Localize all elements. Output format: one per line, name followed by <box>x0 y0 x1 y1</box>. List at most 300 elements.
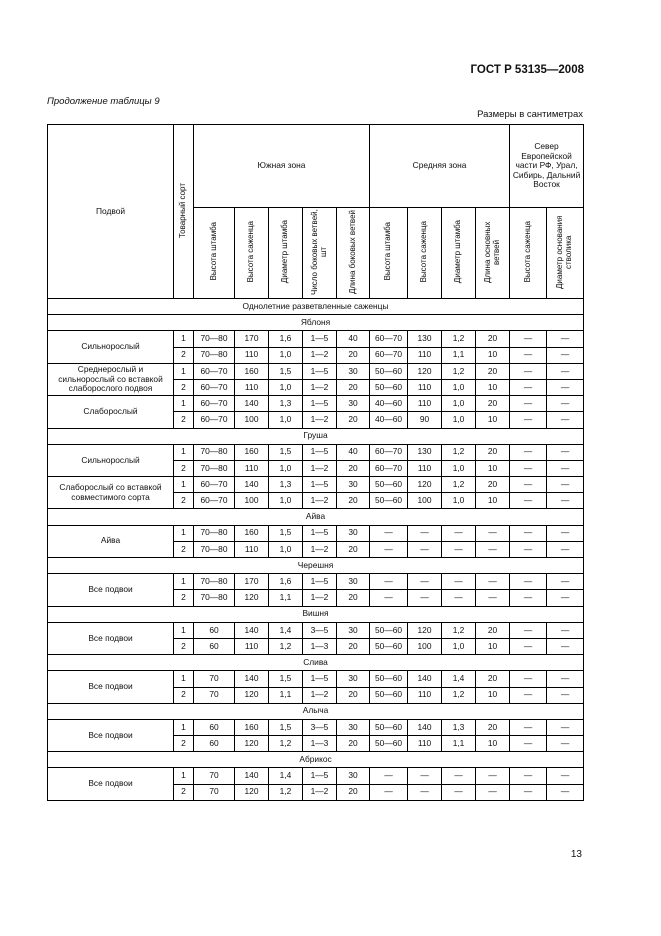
value-cell: — <box>408 574 442 590</box>
value-cell: 1,0 <box>269 460 303 476</box>
value-cell: — <box>547 768 584 784</box>
grade-cell: 2 <box>174 460 194 476</box>
value-cell: 20 <box>337 347 370 363</box>
value-cell: 60—70 <box>370 460 408 476</box>
value-cell: 20 <box>476 396 510 412</box>
crop-title: Черешня <box>48 558 584 574</box>
value-cell: — <box>510 671 547 687</box>
table-body <box>48 299 584 801</box>
value-cell: — <box>510 347 547 363</box>
value-cell: 70 <box>194 671 235 687</box>
value-cell: 1,0 <box>269 493 303 509</box>
value-cell: — <box>510 687 547 703</box>
value-cell: — <box>510 736 547 752</box>
value-cell: 1—3 <box>303 638 337 654</box>
header-south-col-label: Длина боковых ветвей <box>347 209 357 294</box>
value-cell: — <box>370 525 408 541</box>
value-cell: — <box>408 784 442 800</box>
value-cell: — <box>442 574 476 590</box>
grade-cell: 1 <box>174 396 194 412</box>
value-cell: 1,0 <box>269 412 303 428</box>
header-north-col-label: Высота саженца <box>522 220 532 283</box>
value-cell: — <box>510 493 547 509</box>
units-note: Размеры в сантиметрах <box>477 109 583 120</box>
value-cell: 60—70 <box>370 347 408 363</box>
crop-title: Яблоня <box>48 315 584 331</box>
grade-cell: 1 <box>174 719 194 735</box>
table-row <box>48 331 584 347</box>
value-cell: 20 <box>337 412 370 428</box>
crop-title: Айва <box>48 509 584 525</box>
value-cell: — <box>408 541 442 557</box>
value-cell: — <box>547 347 584 363</box>
header-south-col <box>194 208 235 299</box>
value-cell: 1—3 <box>303 736 337 752</box>
value-cell: 1,2 <box>442 622 476 638</box>
value-cell: 1,0 <box>442 460 476 476</box>
value-cell: — <box>547 671 584 687</box>
value-cell: — <box>510 525 547 541</box>
value-cell: — <box>547 379 584 395</box>
value-cell: — <box>510 379 547 395</box>
value-cell: 110 <box>235 541 269 557</box>
value-cell: 30 <box>337 477 370 493</box>
value-cell: 60—70 <box>194 363 235 379</box>
value-cell: 50—60 <box>370 493 408 509</box>
grade-cell: 2 <box>174 347 194 363</box>
value-cell: — <box>476 590 510 606</box>
value-cell: 110 <box>235 638 269 654</box>
value-cell: 10 <box>476 638 510 654</box>
value-cell: — <box>547 460 584 476</box>
value-cell: 30 <box>337 768 370 784</box>
value-cell: — <box>547 574 584 590</box>
header-zone-north: Север Европейской части РФ, Урал, Сибирь, Дальний Восток <box>510 125 584 208</box>
value-cell: 1—2 <box>303 541 337 557</box>
value-cell: 1—2 <box>303 412 337 428</box>
value-cell: 1,2 <box>442 363 476 379</box>
value-cell: 30 <box>337 396 370 412</box>
value-cell: 60—70 <box>194 493 235 509</box>
value-cell: 1,3 <box>269 477 303 493</box>
header-middle-col <box>370 208 408 299</box>
value-cell: 1,6 <box>269 331 303 347</box>
value-cell: 20 <box>337 687 370 703</box>
value-cell: 1,0 <box>269 379 303 395</box>
value-cell: — <box>476 768 510 784</box>
header-middle-col-label: Высота штамба <box>383 222 393 281</box>
value-cell: 1—5 <box>303 525 337 541</box>
value-cell: 1,2 <box>269 736 303 752</box>
header-rootstock: Подвой <box>48 125 174 299</box>
table-row <box>48 719 584 735</box>
value-cell: 120 <box>235 590 269 606</box>
value-cell: 60—70 <box>194 396 235 412</box>
value-cell: — <box>547 590 584 606</box>
seedlings-table <box>47 124 584 801</box>
rootstock-cell: Сильнорослый <box>48 444 174 476</box>
value-cell: 1,0 <box>442 412 476 428</box>
value-cell: 1,3 <box>269 396 303 412</box>
value-cell: 1—5 <box>303 477 337 493</box>
value-cell: — <box>408 590 442 606</box>
header-south-col-label: Высота штамба <box>208 222 218 281</box>
value-cell: 1,3 <box>442 719 476 735</box>
value-cell: 130 <box>408 331 442 347</box>
value-cell: 70—80 <box>194 444 235 460</box>
value-cell: 1,2 <box>269 638 303 654</box>
crop-title: Слива <box>48 655 584 671</box>
value-cell: 1,0 <box>442 396 476 412</box>
header-south-col-label: Высота саженца <box>246 220 256 283</box>
table-row <box>48 622 584 638</box>
value-cell: 10 <box>476 687 510 703</box>
value-cell: 70 <box>194 784 235 800</box>
value-cell: — <box>510 331 547 347</box>
header-grade <box>174 125 194 299</box>
crop-title: Вишня <box>48 606 584 622</box>
grade-cell: 1 <box>174 574 194 590</box>
value-cell: 1,0 <box>442 638 476 654</box>
grade-cell: 1 <box>174 331 194 347</box>
value-cell: 110 <box>408 379 442 395</box>
value-cell: 100 <box>408 638 442 654</box>
value-cell: 100 <box>235 412 269 428</box>
value-cell: 160 <box>235 525 269 541</box>
value-cell: 50—60 <box>370 671 408 687</box>
value-cell: — <box>442 590 476 606</box>
value-cell: 20 <box>337 638 370 654</box>
header-south-col-label: Число боковых ветвей, шт <box>309 208 328 295</box>
value-cell: — <box>547 331 584 347</box>
value-cell: 1,0 <box>269 347 303 363</box>
header-south-col <box>235 208 269 299</box>
grade-cell: 1 <box>174 768 194 784</box>
table-row <box>48 671 584 687</box>
header-middle-col-label: Высота саженца <box>419 220 429 283</box>
value-cell: 110 <box>235 347 269 363</box>
value-cell: — <box>408 525 442 541</box>
value-cell: 1,5 <box>269 363 303 379</box>
value-cell: 70—80 <box>194 541 235 557</box>
value-cell: — <box>547 687 584 703</box>
value-cell: 70—80 <box>194 590 235 606</box>
header-north-col-label: Диаметр основания стволика <box>555 214 574 289</box>
value-cell: — <box>442 784 476 800</box>
value-cell: — <box>510 784 547 800</box>
value-cell: — <box>510 768 547 784</box>
value-cell: 20 <box>337 590 370 606</box>
value-cell: 1—5 <box>303 671 337 687</box>
header-middle-col <box>476 208 510 299</box>
value-cell: 50—60 <box>370 736 408 752</box>
value-cell: 100 <box>408 493 442 509</box>
grade-cell: 2 <box>174 590 194 606</box>
value-cell: — <box>442 525 476 541</box>
header-middle-col-label: Диаметр штамба <box>453 220 463 284</box>
value-cell: 1,2 <box>442 477 476 493</box>
value-cell: 1,1 <box>269 590 303 606</box>
value-cell: 50—60 <box>370 477 408 493</box>
value-cell: — <box>510 574 547 590</box>
value-cell: 10 <box>476 379 510 395</box>
value-cell: 1,4 <box>442 671 476 687</box>
rootstock-cell: Слаборослый со вставкой совместимого сорта <box>48 477 174 509</box>
crop-title: Абрикос <box>48 752 584 768</box>
value-cell: 70 <box>194 687 235 703</box>
value-cell: 1,1 <box>442 347 476 363</box>
value-cell: — <box>370 784 408 800</box>
value-cell: 110 <box>235 460 269 476</box>
table-row <box>48 477 584 493</box>
value-cell: 140 <box>235 477 269 493</box>
header-south-col <box>337 208 370 299</box>
value-cell: 140 <box>235 396 269 412</box>
value-cell: 160 <box>235 444 269 460</box>
value-cell: 10 <box>476 347 510 363</box>
value-cell: 140 <box>408 671 442 687</box>
value-cell: 50—60 <box>370 379 408 395</box>
value-cell: — <box>547 719 584 735</box>
value-cell: 50—60 <box>370 622 408 638</box>
value-cell: 20 <box>476 444 510 460</box>
value-cell: 60—70 <box>370 444 408 460</box>
value-cell: 20 <box>337 541 370 557</box>
value-cell: 60—70 <box>370 331 408 347</box>
grade-cell: 1 <box>174 622 194 638</box>
value-cell: 1—5 <box>303 574 337 590</box>
table-row <box>48 396 584 412</box>
standard-code: ГОСТ Р 53135—2008 <box>470 64 584 76</box>
crop-title: Алыча <box>48 703 584 719</box>
header-middle-col <box>408 208 442 299</box>
value-cell: 110 <box>408 396 442 412</box>
value-cell: 1,5 <box>269 444 303 460</box>
value-cell: — <box>510 444 547 460</box>
value-cell: 110 <box>408 736 442 752</box>
grade-cell: 2 <box>174 687 194 703</box>
value-cell: 120 <box>235 784 269 800</box>
value-cell: — <box>476 784 510 800</box>
value-cell: 90 <box>408 412 442 428</box>
value-cell: 160 <box>235 363 269 379</box>
grade-cell: 1 <box>174 477 194 493</box>
value-cell: 50—60 <box>370 363 408 379</box>
value-cell: — <box>510 638 547 654</box>
value-cell: — <box>547 363 584 379</box>
header-grade-label: Товарный сорт <box>178 182 188 238</box>
value-cell: 1,4 <box>269 768 303 784</box>
value-cell: 1—5 <box>303 768 337 784</box>
value-cell: 70—80 <box>194 331 235 347</box>
value-cell: 1—5 <box>303 444 337 460</box>
value-cell: 30 <box>337 525 370 541</box>
crop-title: Груша <box>48 428 584 444</box>
value-cell: 1—5 <box>303 396 337 412</box>
table-row <box>48 363 584 379</box>
value-cell: 30 <box>337 574 370 590</box>
value-cell: 120 <box>235 687 269 703</box>
value-cell: — <box>547 784 584 800</box>
value-cell: 1—2 <box>303 347 337 363</box>
section-title: Однолетние разветвленные саженцы <box>48 299 584 315</box>
value-cell: 40—60 <box>370 412 408 428</box>
value-cell: 1,2 <box>269 784 303 800</box>
value-cell: 1,0 <box>269 541 303 557</box>
value-cell: 20 <box>476 671 510 687</box>
value-cell: 3—5 <box>303 622 337 638</box>
value-cell: 20 <box>476 622 510 638</box>
value-cell: 20 <box>337 736 370 752</box>
table-continuation-label: Продолжение таблицы 9 <box>47 96 160 107</box>
value-cell: 1—2 <box>303 379 337 395</box>
value-cell: — <box>510 590 547 606</box>
value-cell: 60 <box>194 638 235 654</box>
value-cell: 160 <box>235 719 269 735</box>
value-cell: 1—2 <box>303 687 337 703</box>
value-cell: 170 <box>235 574 269 590</box>
rootstock-cell: Все подвои <box>48 671 174 703</box>
value-cell: 1,0 <box>442 379 476 395</box>
value-cell: — <box>476 541 510 557</box>
value-cell: — <box>510 541 547 557</box>
value-cell: 10 <box>476 736 510 752</box>
table-row <box>48 444 584 460</box>
value-cell: 60—70 <box>194 379 235 395</box>
value-cell: — <box>370 541 408 557</box>
value-cell: 70—80 <box>194 347 235 363</box>
value-cell: — <box>547 525 584 541</box>
value-cell: 30 <box>337 363 370 379</box>
grade-cell: 2 <box>174 784 194 800</box>
value-cell: 70—80 <box>194 574 235 590</box>
value-cell: 140 <box>235 671 269 687</box>
value-cell: 20 <box>337 460 370 476</box>
value-cell: 120 <box>408 622 442 638</box>
value-cell: 60 <box>194 622 235 638</box>
value-cell: 1,0 <box>442 493 476 509</box>
value-cell: 60 <box>194 736 235 752</box>
value-cell: 1—2 <box>303 590 337 606</box>
value-cell: — <box>547 493 584 509</box>
value-cell: 40 <box>337 331 370 347</box>
header-north-col <box>547 208 584 299</box>
value-cell: 70—80 <box>194 460 235 476</box>
value-cell: 1—5 <box>303 331 337 347</box>
rootstock-cell: Слаборослый <box>48 396 174 428</box>
rootstock-cell: Все подвои <box>48 622 174 654</box>
grade-cell: 2 <box>174 412 194 428</box>
value-cell: — <box>476 574 510 590</box>
value-cell: 20 <box>476 719 510 735</box>
value-cell: 110 <box>408 687 442 703</box>
rootstock-cell: Айва <box>48 525 174 557</box>
header-middle-col <box>442 208 476 299</box>
value-cell: 100 <box>235 493 269 509</box>
value-cell: 40—60 <box>370 396 408 412</box>
value-cell: 1,2 <box>442 331 476 347</box>
value-cell: — <box>547 622 584 638</box>
value-cell: — <box>547 638 584 654</box>
header-south-col-label: Диаметр штамба <box>280 220 290 284</box>
value-cell: 140 <box>408 719 442 735</box>
value-cell: 20 <box>476 331 510 347</box>
value-cell: 120 <box>408 363 442 379</box>
value-cell: 1,5 <box>269 525 303 541</box>
value-cell: — <box>370 590 408 606</box>
value-cell: 1,6 <box>269 574 303 590</box>
grade-cell: 2 <box>174 638 194 654</box>
rootstock-cell: Все подвои <box>48 574 174 606</box>
grade-cell: 1 <box>174 525 194 541</box>
value-cell: 10 <box>476 460 510 476</box>
value-cell: 50—60 <box>370 638 408 654</box>
value-cell: — <box>408 768 442 784</box>
page-number: 13 <box>570 849 582 860</box>
value-cell: — <box>547 736 584 752</box>
rootstock-cell: Все подвои <box>48 768 174 800</box>
grade-cell: 1 <box>174 671 194 687</box>
grade-cell: 2 <box>174 541 194 557</box>
value-cell: 30 <box>337 671 370 687</box>
value-cell: 50—60 <box>370 719 408 735</box>
value-cell: 3—5 <box>303 719 337 735</box>
value-cell: 20 <box>337 784 370 800</box>
value-cell: 10 <box>476 412 510 428</box>
grade-cell: 1 <box>174 363 194 379</box>
value-cell: 120 <box>408 477 442 493</box>
value-cell: 1,4 <box>269 622 303 638</box>
value-cell: 1—2 <box>303 460 337 476</box>
value-cell: 1,1 <box>269 687 303 703</box>
header-middle-col-label: Длина основных ветвей <box>482 220 501 283</box>
value-cell: 130 <box>408 444 442 460</box>
value-cell: — <box>370 768 408 784</box>
value-cell: — <box>510 719 547 735</box>
value-cell: 20 <box>337 379 370 395</box>
value-cell: — <box>442 768 476 784</box>
value-cell: 1—2 <box>303 784 337 800</box>
value-cell: 140 <box>235 622 269 638</box>
value-cell: 50—60 <box>370 687 408 703</box>
value-cell: 20 <box>476 363 510 379</box>
value-cell: 1,2 <box>442 687 476 703</box>
header-zone-south: Южная зона <box>194 125 370 208</box>
header-north-col <box>510 208 547 299</box>
value-cell: — <box>510 477 547 493</box>
value-cell: 60—70 <box>194 477 235 493</box>
value-cell: — <box>547 477 584 493</box>
value-cell: 1,2 <box>442 444 476 460</box>
header-south-col <box>303 208 337 299</box>
value-cell: 20 <box>337 493 370 509</box>
value-cell: — <box>510 622 547 638</box>
value-cell: — <box>547 412 584 428</box>
value-cell: — <box>510 412 547 428</box>
value-cell: 30 <box>337 622 370 638</box>
value-cell: — <box>547 444 584 460</box>
value-cell: 70—80 <box>194 525 235 541</box>
value-cell: 40 <box>337 444 370 460</box>
rootstock-cell: Все подвои <box>48 719 174 751</box>
value-cell: 170 <box>235 331 269 347</box>
value-cell: 1,1 <box>442 736 476 752</box>
value-cell: 1—2 <box>303 493 337 509</box>
value-cell: 10 <box>476 493 510 509</box>
grade-cell: 2 <box>174 736 194 752</box>
value-cell: — <box>510 396 547 412</box>
grade-cell: 2 <box>174 493 194 509</box>
